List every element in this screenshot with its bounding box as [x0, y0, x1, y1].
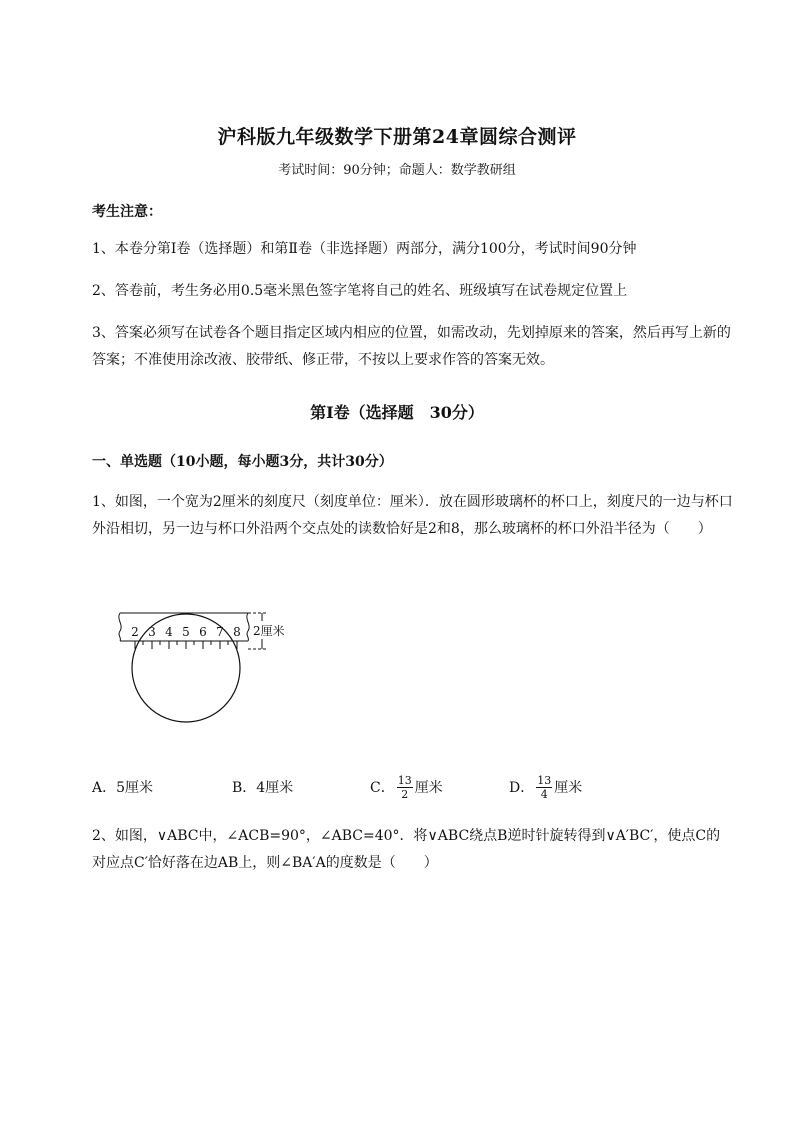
question-2-line-2: 对应点C′恰好落在边AB上，则∠BA′A的度数是（ ） — [92, 855, 438, 871]
ruler-tick-labels — [131, 625, 241, 639]
fraction-numerator: 13 — [537, 773, 552, 787]
fraction-numerator: 13 — [397, 773, 412, 787]
notice-heading: 考生注意： — [92, 204, 162, 220]
option-a[interactable] — [92, 768, 153, 806]
tick-label: 6 — [199, 625, 207, 639]
exam-info: 考试时间：90分钟；命题人：数学教研组 — [278, 163, 516, 178]
option-d-unit: 厘米 — [554, 780, 583, 796]
width-label: 2厘米 — [253, 624, 285, 638]
option-c-fraction — [397, 774, 413, 801]
notice-item-2: 2、答卷前，考生务必用0.5毫米黑色签字笔将自己的姓名、班级填写在试卷规定位置上 — [92, 283, 628, 299]
question-1-text: 1、如图，一个宽为2厘米的刻度尺（刻度单位：厘米）．放在圆形玻璃杯的杯口上，刻度尺的一边与杯口外沿相切，另一边与杯口外沿两个交点处的读数恰好是2和8，那么玻璃杯的杯口外沿半径为（ ） — [92, 494, 733, 537]
tick-label: 4 — [165, 625, 173, 639]
question-2-line-1: 2、如图，∨ABC中，∠ACB=90°，∠ABC=40°．将∨ABC绕点B逆时针旋转得到∨A′BC′，使点C的 — [92, 828, 721, 844]
ruler-on-cup-figure — [110, 605, 290, 725]
option-b-label: B．4厘米 — [232, 780, 294, 796]
question-1-options — [92, 768, 742, 808]
fraction-denominator: 4 — [540, 787, 548, 801]
section-heading: 第I卷（选择题 30分） — [310, 403, 484, 422]
option-b[interactable] — [232, 768, 293, 806]
option-a-label: A．5厘米 — [92, 780, 154, 796]
tick-label: 5 — [182, 625, 190, 639]
option-d-fraction — [536, 774, 552, 801]
notice-item-1: 1、本卷分第I卷（选择题）和第Ⅱ卷（非选择题）两部分，满分100分，考试时间90分钟 — [92, 241, 637, 257]
option-c[interactable] — [370, 768, 443, 806]
tick-label: 2 — [131, 625, 139, 639]
option-d[interactable] — [509, 768, 582, 806]
tick-label: 7 — [216, 625, 224, 639]
option-c-unit: 厘米 — [414, 780, 443, 796]
tick-label: 3 — [148, 625, 156, 639]
part-heading: 一、单选题（10小题，每小题3分，共计30分） — [92, 454, 393, 470]
option-d-prefix: D． — [509, 780, 535, 796]
tick-label: 8 — [233, 625, 241, 639]
ruler-ticks — [135, 641, 237, 649]
notice-item-3: 3、答案必须写在试卷各个题目指定区域内相应的位置，如需改动，先划掉原来的答案，然后再写上新的答案；不准使用涂改液、胶带纸、修正带，不按以上要求作答的答案无效。 — [92, 325, 731, 368]
fraction-denominator: 2 — [401, 787, 409, 801]
page-title: 沪科版九年级数学下册第24章圆综合测评 — [217, 126, 577, 148]
option-c-prefix: C． — [370, 780, 395, 796]
